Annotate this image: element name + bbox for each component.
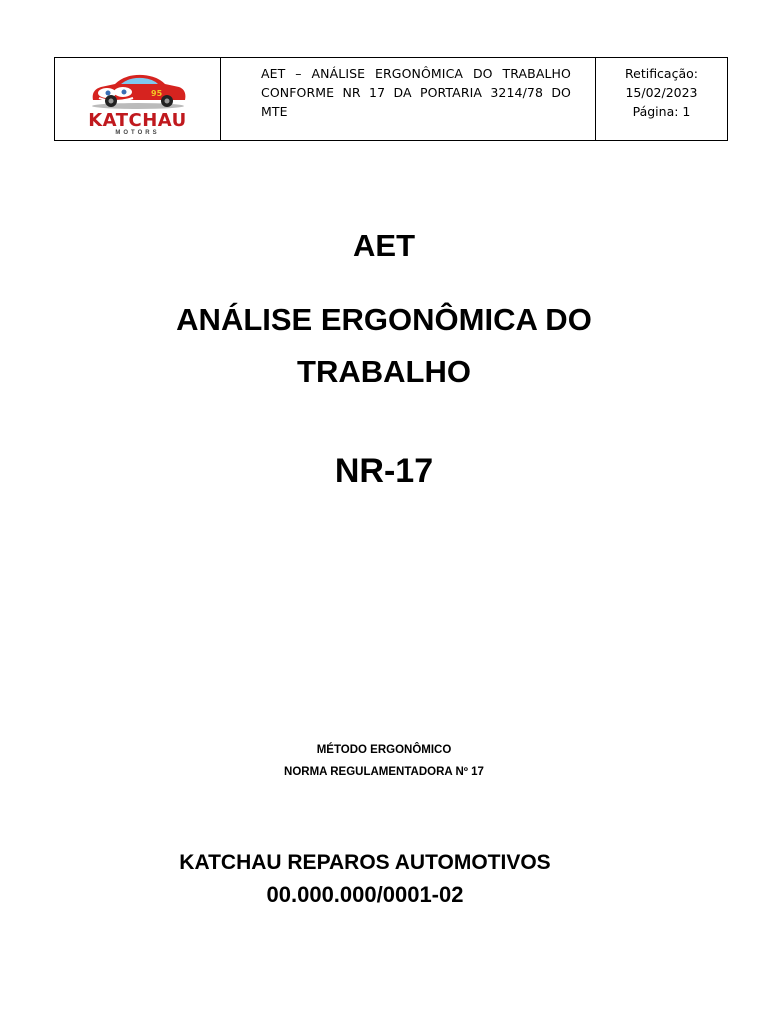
retificacao-label: Retificação:: [625, 66, 698, 81]
document-header: [54, 57, 728, 141]
title-aet: AET: [353, 228, 415, 263]
company-cnpj: 00.000.000/0001-02: [266, 882, 464, 907]
title-line-2: TRABALHO: [297, 354, 471, 389]
header-title-line-1: AET – ANÁLISE ERGONÔMICA DO TRABALHO: [261, 66, 571, 81]
title-line-1: ANÁLISE ERGONÔMICA DO: [176, 302, 592, 337]
title-nr: NR-17: [334, 452, 434, 490]
header-title-line-2: CONFORME NR 17 DA PORTARIA 3214/78 DO: [261, 85, 571, 100]
page-number: Página: 1: [632, 104, 691, 119]
logo-sub-text: MOTORS: [115, 130, 160, 136]
svg-text:95: 95: [151, 89, 163, 98]
norm-text: NORMA REGULAMENTADORA Nº 17: [284, 766, 484, 778]
method-text: MÉTODO ERGONÔMICO: [316, 744, 452, 756]
logo-brand-text: KATCHAU: [88, 110, 187, 131]
company-name: KATCHAU REPAROS AUTOMOTIVOS: [179, 851, 551, 874]
logo-cell: [55, 58, 221, 140]
header-title-line-3: MTE: [261, 104, 288, 119]
retificacao-date: 15/02/2023: [625, 85, 698, 100]
header-meta-cell: [596, 58, 727, 140]
header-title-cell: [221, 58, 596, 140]
car-logo-icon: [85, 70, 191, 110]
